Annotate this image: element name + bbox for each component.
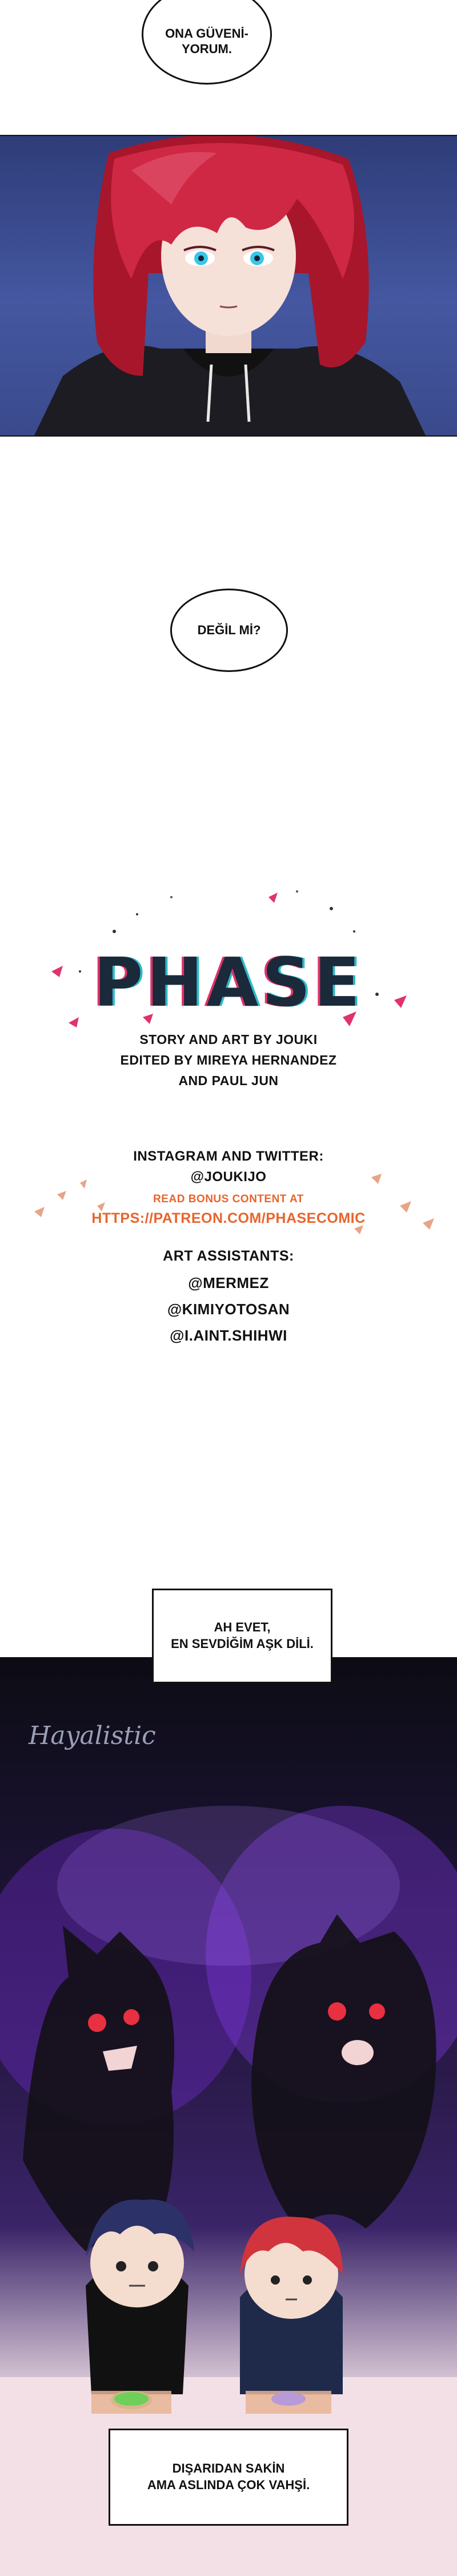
phase-logo: PHASE — [93, 943, 364, 1022]
patreon-link[interactable]: HTTPS://PATREON.COM/PHASECOMIC — [91, 1210, 366, 1226]
story-credit: STORY AND ART BY JOUKI — [139, 1032, 318, 1047]
social-handle: @JOUKIJO — [190, 1169, 267, 1185]
character-illustration — [0, 136, 457, 435]
caption-love-language: AH EVET, EN SEVDİĞİM AŞK DİLİ. — [152, 1589, 332, 1683]
editor-credit-line2: AND PAUL JUN — [178, 1073, 279, 1088]
assistants-label: ART ASSISTANTS: — [163, 1248, 294, 1264]
editor-credit-line1: EDITED BY MIREYA HERNANDEZ — [120, 1053, 337, 1067]
credits-section — [0, 846, 457, 1423]
assistant-3: @I.AINT.SHIHWI — [170, 1327, 287, 1344]
assistant-1: @MERMEZ — [188, 1274, 269, 1291]
assistant-2: @KIMIYOTOSAN — [167, 1301, 290, 1318]
caption-savage: DIŞARIDAN SAKİN AMA ASLINDA ÇOK VAHŞİ. — [109, 2429, 348, 2526]
watermark: Hayalistic — [29, 1721, 156, 1750]
bonus-label: READ BONUS CONTENT AT — [153, 1193, 304, 1205]
speech-bubble-top: ONA GÜVENİ- YORUM. — [142, 0, 272, 85]
social-label: INSTAGRAM AND TWITTER: — [133, 1149, 324, 1164]
panel-red-hair-character — [0, 135, 457, 437]
speech-bubble-middle: DEĞİL Mİ? — [170, 589, 288, 672]
